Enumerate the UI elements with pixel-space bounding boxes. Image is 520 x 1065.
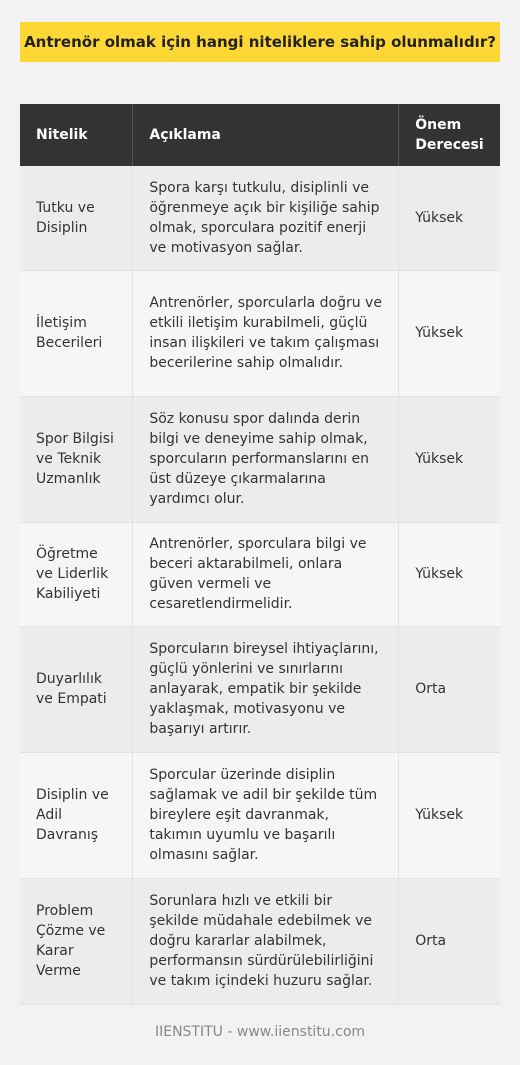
- cell-aciklama: Spora karşı tutkulu, disiplinli ve öğrenmeye açık bir kişiliğe sahip olmak, sporculara pozitif enerji ve motivasyon sağlar.: [133, 166, 399, 270]
- table-row: [20, 752, 500, 878]
- table-row: [20, 396, 500, 522]
- cell-onem: Yüksek: [399, 522, 500, 626]
- cell-onem: Yüksek: [399, 270, 500, 396]
- cell-aciklama: Sorunlara hızlı ve etkili bir şekilde müdahale edebilmek ve doğru kararlar alabilmek, performansın sürdürülebilirliğini ve takım içindeki huzuru sağlar.: [133, 878, 399, 1004]
- cell-onem: Yüksek: [399, 396, 500, 522]
- header-aciklama: Açıklama: [133, 104, 399, 166]
- cell-aciklama: Antrenörler, sporcularla doğru ve etkili iletişim kurabilmeli, güçlü insan ilişkileri ve takım çalışması becerilerine sahip olmalıdır.: [133, 270, 399, 396]
- cell-nitelik: İletişim Becerileri: [20, 270, 133, 396]
- cell-aciklama: Sporcular üzerinde disiplin sağlamak ve adil bir şekilde tüm bireylere eşit davranmak, takımın uyumlu ve başarılı olmasını sağlar.: [133, 752, 399, 878]
- cell-nitelik: Öğretme ve Liderlik Kabiliyeti: [20, 522, 133, 626]
- header-onem-derecesi: Önem Derecesi: [399, 104, 500, 166]
- cell-nitelik: Spor Bilgisi ve Teknik Uzmanlık: [20, 396, 133, 522]
- cell-nitelik: Disiplin ve Adil Davranış: [20, 752, 133, 878]
- header-nitelik: Nitelik: [20, 104, 133, 166]
- footer-credit: IIENSTITU - www.iienstitu.com: [154, 1024, 366, 1040]
- table-row: [20, 878, 500, 1004]
- cell-onem: Orta: [399, 626, 500, 752]
- cell-nitelik: Tutku ve Disiplin: [20, 166, 133, 270]
- cell-nitelik: Duyarlılık ve Empati: [20, 626, 133, 752]
- page-title: Antrenör olmak için hangi niteliklere sahip olunmalıdır?: [20, 22, 500, 62]
- cell-onem: Orta: [399, 878, 500, 1004]
- cell-onem: Yüksek: [399, 752, 500, 878]
- cell-aciklama: Antrenörler, sporculara bilgi ve beceri aktarabilmeli, onlara güven vermeli ve cesaretlendirmelidir.: [133, 522, 399, 626]
- table-row: [20, 522, 500, 626]
- table-row: [20, 626, 500, 752]
- cell-onem: Yüksek: [399, 166, 500, 270]
- cell-aciklama: Söz konusu spor dalında derin bilgi ve deneyime sahip olmak, sporcuların performanslarını en üst düzeye çıkarmalarına yardımcı olur.: [133, 396, 399, 522]
- cell-nitelik: Problem Çözme ve Karar Verme: [20, 878, 133, 1004]
- table-row: [20, 270, 500, 396]
- qualifications-table: [20, 104, 500, 1005]
- table-header-row: [20, 104, 500, 166]
- cell-aciklama: Sporcuların bireysel ihtiyaçlarını, güçlü yönlerini ve sınırlarını anlayarak, empatik bir şekilde yaklaşmak, motivasyonu ve başarıyı artırır.: [133, 626, 399, 752]
- table-row: [20, 166, 500, 270]
